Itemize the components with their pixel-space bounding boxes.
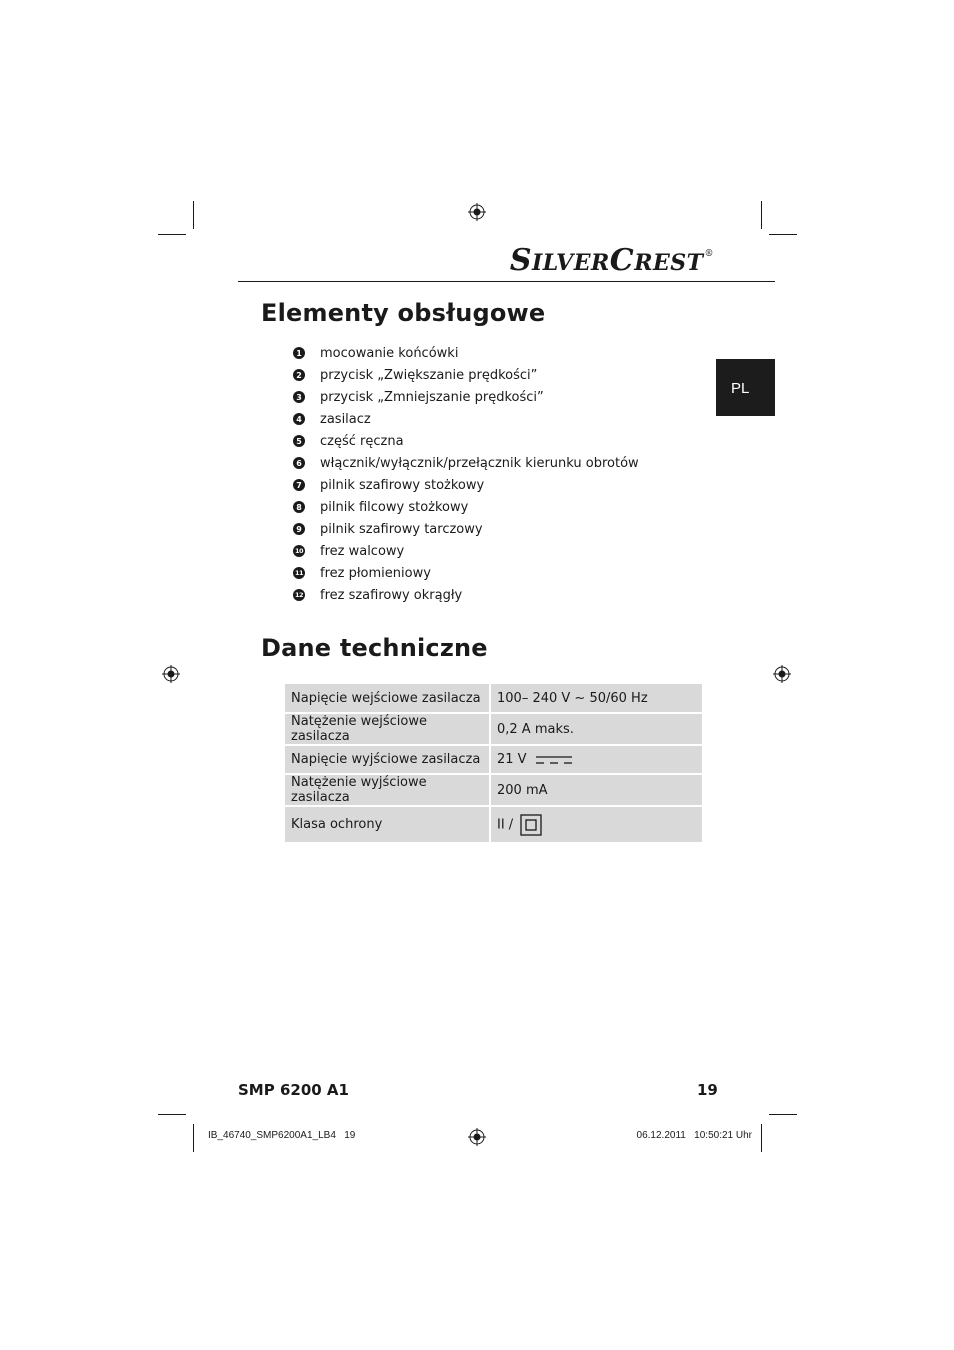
crop-mark <box>761 1124 762 1152</box>
protection-class-ii-icon <box>520 814 542 836</box>
crop-mark <box>193 1124 194 1152</box>
list-item <box>293 386 639 408</box>
part-label: frez walcowy <box>320 543 405 559</box>
registration-crosshair-icon <box>162 665 180 683</box>
specs-table <box>285 684 702 842</box>
list-item <box>293 562 639 584</box>
print-slug-file: IB_46740_SMP6200A1_LB4 19 <box>208 1130 356 1141</box>
list-item <box>293 364 639 386</box>
tech-section-title: Dane techniczne <box>261 634 488 662</box>
part-number-badge: 7 <box>293 479 305 491</box>
list-item <box>293 452 639 474</box>
part-number-badge: 11 <box>294 569 304 577</box>
list-item <box>293 474 639 496</box>
part-label: przycisk „Zmniejszanie prędkości” <box>320 389 544 405</box>
part-number-badge: 3 <box>293 391 305 403</box>
part-number-badge: 1 <box>293 347 305 359</box>
part-label: pilnik szafirowy tarczowy <box>320 521 483 537</box>
registration-crosshair-icon <box>773 665 791 683</box>
table-row <box>285 745 702 774</box>
part-label: zasilacz <box>320 411 371 427</box>
list-item <box>293 342 639 364</box>
language-tab <box>716 359 775 416</box>
list-item <box>293 408 639 430</box>
crop-mark <box>193 201 194 229</box>
list-item <box>293 518 639 540</box>
part-number-badge: 9 <box>293 523 305 535</box>
header-rule <box>238 281 775 282</box>
table-row <box>285 806 702 842</box>
crop-mark <box>761 201 762 229</box>
part-number-badge: 6 <box>293 457 305 469</box>
crop-mark <box>769 234 797 235</box>
print-slug-datetime: 06.12.2011 10:50:21 Uhr <box>636 1130 752 1141</box>
part-label: przycisk „Zwiększanie prędkości” <box>320 367 538 383</box>
crop-mark <box>158 1114 186 1115</box>
footer-model: SMP 6200 A1 <box>238 1081 349 1099</box>
part-number-badge: 12 <box>294 591 304 599</box>
spec-label: Napięcie wejściowe zasilacza <box>285 684 490 713</box>
crop-mark <box>158 234 186 235</box>
page-number: 19 <box>697 1081 718 1099</box>
part-number-badge: 4 <box>293 413 305 425</box>
registration-crosshair-icon <box>468 203 486 221</box>
spec-value-cell <box>490 745 702 774</box>
part-label: frez płomieniowy <box>320 565 431 581</box>
spec-value: 21 V <box>497 752 527 767</box>
part-number-badge: 10 <box>294 547 304 555</box>
part-number-badge: 2 <box>293 369 305 381</box>
part-label: część ręczna <box>320 433 404 449</box>
table-row <box>285 684 702 713</box>
part-label: włącznik/wyłącznik/przełącznik kierunku obrotów <box>320 455 639 471</box>
spec-value: 100– 240 V ~ 50/60 Hz <box>490 684 702 713</box>
spec-value: II / <box>497 817 514 832</box>
registration-crosshair-icon <box>468 1128 486 1146</box>
spec-label: Napięcie wyjściowe zasilacza <box>285 745 490 774</box>
brand-logo: SILVERCREST® <box>509 243 714 278</box>
spec-label: Klasa ochrony <box>285 806 490 842</box>
spec-label: Natężenie wyjściowe zasilacza <box>285 774 490 806</box>
language-tab-label: PL <box>731 380 750 397</box>
parts-list <box>293 342 639 606</box>
list-item <box>293 540 639 562</box>
part-label: pilnik szafirowy stożkowy <box>320 477 485 493</box>
spec-value-cell <box>490 806 702 842</box>
direct-current-icon <box>535 754 573 766</box>
list-item <box>293 496 639 518</box>
part-label: frez szafirowy okrągły <box>320 587 463 603</box>
part-number-badge: 5 <box>293 435 305 447</box>
spec-value: 200 mA <box>490 774 702 806</box>
table-row <box>285 713 702 745</box>
part-label: mocowanie końcówki <box>320 345 459 361</box>
part-number-badge: 8 <box>293 501 305 513</box>
table-row <box>285 774 702 806</box>
list-item <box>293 584 639 606</box>
part-label: pilnik filcowy stożkowy <box>320 499 469 515</box>
list-item <box>293 430 639 452</box>
crop-mark <box>769 1114 797 1115</box>
controls-section-title: Elementy obsługowe <box>261 299 546 327</box>
spec-value: 0,2 A maks. <box>490 713 702 745</box>
spec-label: Natężenie wejściowe zasilacza <box>285 713 490 745</box>
